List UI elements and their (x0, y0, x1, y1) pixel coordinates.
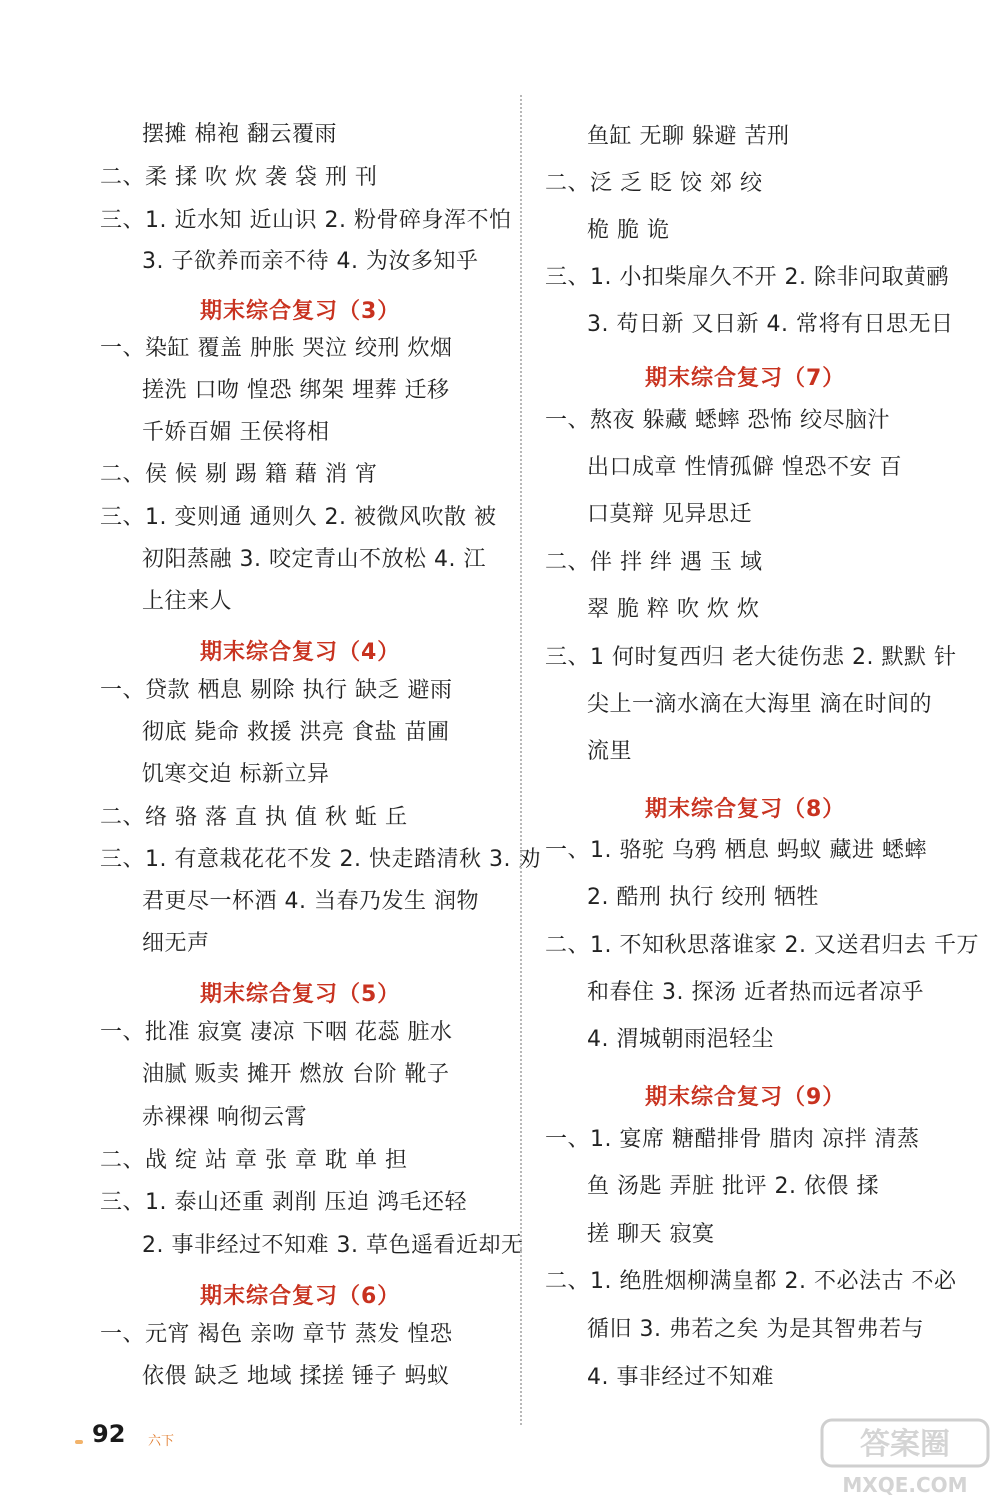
answer-line: 循旧 3. 弗若之矣 为是其智弗若与 (587, 1317, 924, 1342)
answer-line: 2. 酷刑 执行 绞刑 牺牲 (587, 885, 819, 910)
section-heading: 期末综合复习（4） (200, 640, 401, 665)
answer-line: 千娇百媚 王侯将相 (142, 420, 330, 445)
answer-line: 三、1 何时复西归 老大徒伤悲 2. 默默 针 (545, 645, 957, 670)
answer-line: 4. 渭城朝雨浥轻尘 (587, 1027, 774, 1052)
answer-line: 一、熬夜 躲藏 蟋蟀 恐怖 绞尽脑汁 (545, 408, 890, 433)
answer-line: 3. 苟日新 又日新 4. 常将有日思无日 (587, 312, 954, 337)
answer-line: 口莫辩 见异思迁 (587, 502, 752, 527)
answer-line: 搓 聊天 寂寞 (587, 1222, 715, 1247)
answer-line: 彻底 毙命 救援 洪亮 食盐 苗圃 (142, 720, 450, 745)
answer-line: 流里 (587, 739, 633, 764)
column-divider (520, 95, 522, 1425)
answer-line: 摆摊 棉袍 翻云覆雨 (142, 122, 337, 147)
answer-line: 君更尽一杯酒 4. 当春乃发生 润物 (142, 889, 479, 914)
answer-line: 2. 事非经过不知难 3. 草色遥看近却无 (142, 1233, 524, 1258)
answer-line: 细无声 (142, 931, 210, 956)
answer-line: 和春住 3. 探汤 近者热而远者凉乎 (587, 980, 924, 1005)
answer-line: 上往来人 (142, 589, 233, 614)
answer-line: 一、贷款 栖息 剔除 执行 缺乏 避雨 (100, 678, 453, 703)
answer-line: 一、元宵 褐色 亲吻 章节 蒸发 惶恐 (100, 1322, 453, 1347)
answer-line: 三、1. 近水知 近山识 2. 粉骨碎身浑不怕 (100, 208, 512, 233)
watermark-top-text: 答案圈 (860, 1427, 950, 1462)
answer-line: 三、1. 变则通 通则久 2. 被微风吹散 被 (100, 505, 497, 530)
answer-line: 油腻 贩卖 摊开 燃放 台阶 靴子 (142, 1062, 450, 1087)
answer-line: 二、侯 候 剔 踢 籍 藉 消 宵 (100, 462, 378, 487)
answer-line: 3. 子欲养而亲不待 4. 为汝多知乎 (142, 249, 479, 274)
answer-line: 鱼缸 无聊 躲避 苦刑 (587, 124, 790, 149)
answer-line: 一、1. 宴席 糖醋排骨 腊肉 凉拌 清蒸 (545, 1127, 920, 1152)
answer-line: 尖上一滴水滴在大海里 滴在时间的 (587, 692, 932, 717)
answer-line: 一、批准 寂寞 凄凉 下咽 花蕊 脏水 (100, 1020, 453, 1045)
answer-line: 二、1. 不知秋思落谁家 2. 又送君归去 千万 (545, 933, 979, 958)
answer-line: 鱼 汤匙 弄脏 批评 2. 依偎 揉 (587, 1174, 879, 1199)
grade-label: 六下 (148, 1434, 175, 1449)
answer-line: 二、1. 绝胜烟柳满皇都 2. 不必法古 不必 (545, 1269, 957, 1294)
answer-line: 二、伴 拌 绊 遇 玉 域 (545, 550, 763, 575)
section-heading: 期末综合复习（5） (200, 982, 401, 1007)
answer-line: 翠 脆 粹 吹 炊 炊 (587, 597, 760, 622)
answer-line: 依偎 缺乏 地域 揉搓 锤子 蚂蚁 (142, 1364, 450, 1389)
section-heading: 期末综合复习（9） (645, 1085, 846, 1110)
answer-line: 赤裸裸 响彻云霄 (142, 1105, 307, 1130)
answer-line: 饥寒交迫 标新立异 (142, 762, 330, 787)
watermark-logo (820, 1418, 990, 1498)
answer-line: 初阳蒸融 3. 咬定青山不放松 4. 江 (142, 547, 486, 572)
answer-line: 二、络 骆 落 直 执 值 秋 蚯 丘 (100, 805, 408, 830)
answer-line: 一、1. 骆驼 乌鸦 栖息 蚂蚁 藏进 蟋蟀 (545, 838, 927, 863)
answer-line: 三、1. 有意栽花花不发 2. 快走踏清秋 3. 劝 (100, 847, 541, 872)
footer-decoration (75, 1440, 83, 1444)
answer-line: 4. 事非经过不知难 (587, 1365, 774, 1390)
answer-line: 二、泛 乏 眨 饺 郊 绞 (545, 171, 763, 196)
section-heading: 期末综合复习（8） (645, 797, 846, 822)
answer-line: 一、染缸 覆盖 肿胀 哭泣 绞刑 炊烟 (100, 336, 453, 361)
section-heading: 期末综合复习（3） (200, 299, 401, 324)
answer-line: 出口成章 性情孤僻 惶恐不安 百 (587, 455, 902, 480)
answer-line: 二、柔 揉 吹 炊 袭 袋 刑 刊 (100, 165, 378, 190)
answer-line: 搓洗 口吻 惶恐 绑架 埋葬 迁移 (142, 378, 450, 403)
section-heading: 期末综合复习（6） (200, 1284, 401, 1309)
page-number: 92 (92, 1420, 126, 1448)
section-heading: 期末综合复习（7） (645, 366, 846, 391)
answer-line: 桅 脆 诡 (587, 218, 670, 243)
watermark-bottom-text: MXQE.COM (842, 1473, 968, 1497)
answer-line: 三、1. 小扣柴扉久不开 2. 除非问取黄鹂 (545, 265, 949, 290)
answer-line: 二、战 绽 站 章 张 章 耽 单 担 (100, 1148, 408, 1173)
answer-line: 三、1. 泰山还重 剥削 压迫 鸿毛还轻 (100, 1190, 467, 1215)
